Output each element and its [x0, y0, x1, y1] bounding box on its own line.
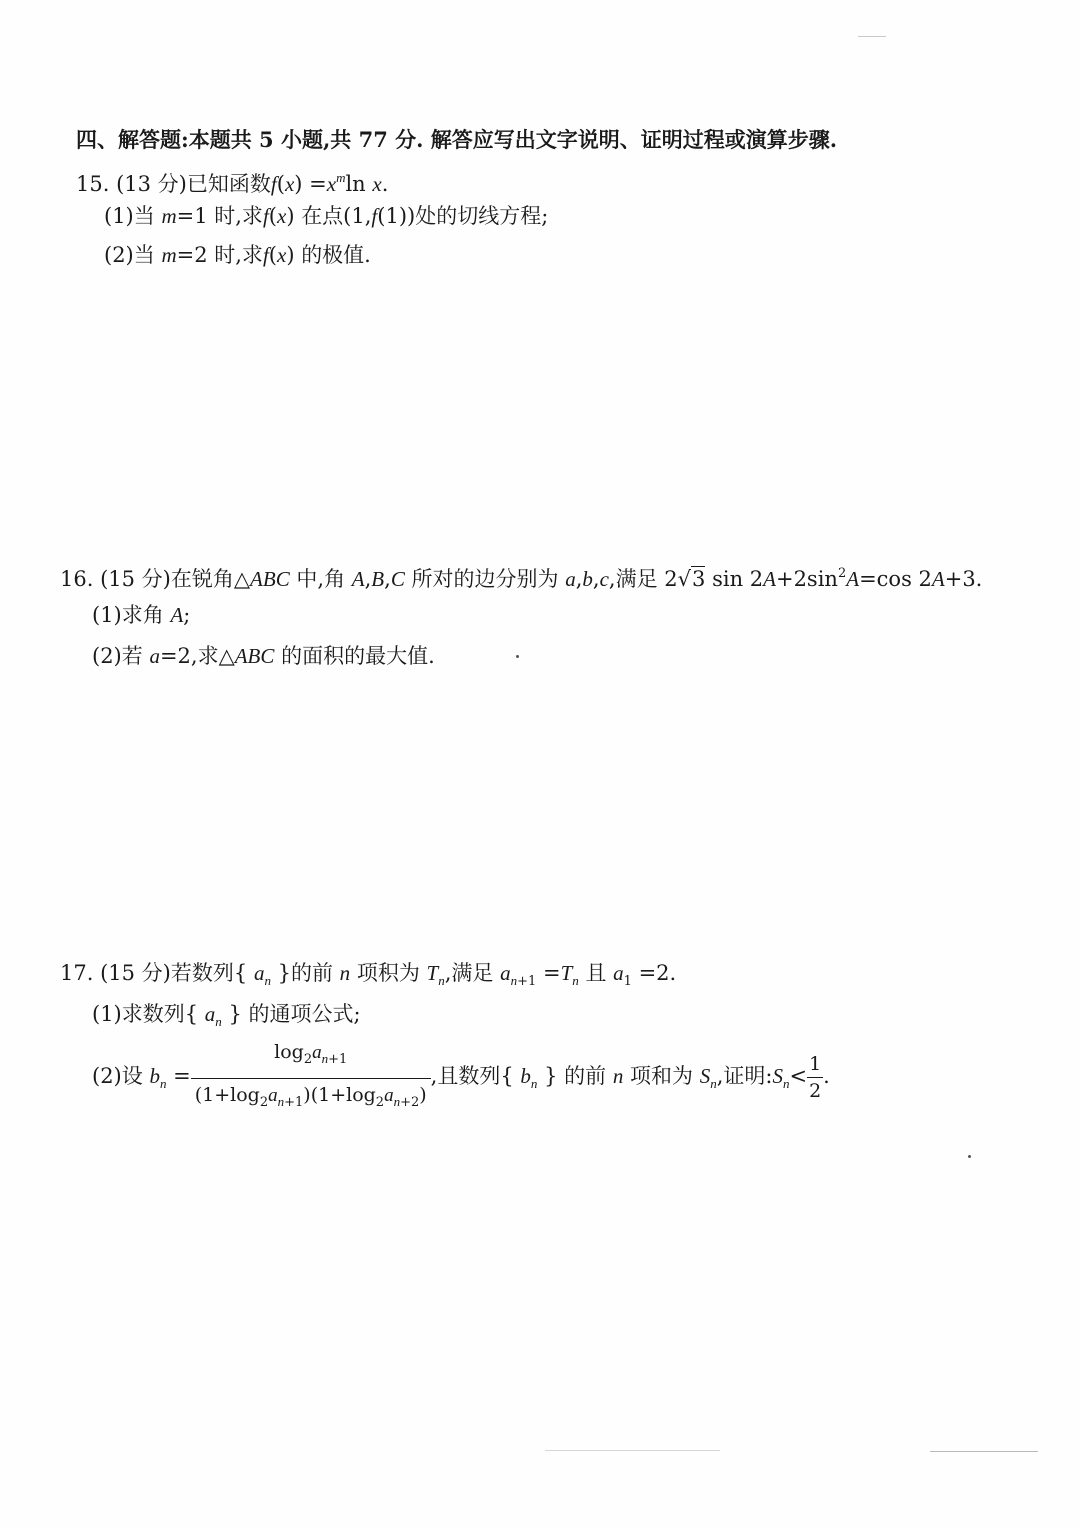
q16-stem-b: 中,角: [296, 567, 346, 591]
q16-score: (15 分): [100, 567, 171, 591]
q17-score: (15 分): [100, 961, 171, 985]
scan-mark-top-right: [858, 36, 886, 37]
q16-part1-suffix: ;: [183, 603, 191, 627]
q17-part2-mid-a: ,且数列: [430, 1064, 501, 1088]
q17-part2-mid-c: 项和为: [630, 1064, 693, 1088]
q15-part1: (1)当 m=1 时,求f(x) 在点(1,f(1))处的切线方程;: [104, 204, 549, 228]
q17-part2-mid-d: ,证明:: [716, 1064, 773, 1088]
q16-part2-suffix: 的面积的最大值.: [281, 644, 435, 668]
q17-stem-e: 且: [585, 961, 607, 985]
q15-stem-text: 已知函数: [186, 172, 271, 196]
q17-one-half-fraction: $\frac{1}{2}$: [809, 1053, 822, 1102]
q16-stem-c: 所对的边分别为: [411, 567, 559, 591]
q15-part2: (2)当 m=2 时,求f(x) 的极值.: [104, 243, 371, 267]
scan-dot-right: [968, 1155, 971, 1158]
q17-bn-numerator: $\log_2a_{n+1}$: [191, 1038, 431, 1079]
q16-part1-prefix: (1)求角: [92, 603, 164, 627]
q15-part2-prefix: (2)当: [104, 243, 155, 267]
q17-bn-fraction: [191, 1038, 431, 1117]
q17-stem-b: 的前: [290, 961, 333, 985]
section-header-text: 四、解答题:本题共 5 小题,共 77 分. 解答应写出文字说明、证明过程或演算步骤.: [76, 127, 838, 152]
q16-part2: (2)若 a=2,求△ABC 的面积的最大值.: [92, 644, 435, 668]
q16-part2-prefix: (2)若: [92, 644, 143, 668]
q15-part1-mid2: 在点(1,: [301, 204, 372, 228]
q17-bn-denominator: $(1+\log_2a_{n+1})(1+\log_2a_{n+2})$: [194, 1084, 427, 1110]
q17-stem-c: 项积为: [356, 961, 420, 985]
scan-mark-bottom-center: [545, 1450, 720, 1451]
q15-function-formula: $f(x) =x^m\ln$ x.: [270, 170, 389, 196]
q17-part2-prefix: (2)设: [92, 1064, 143, 1088]
q17-stem-d: ,满足: [444, 961, 494, 985]
q15-score: (13 分): [116, 172, 187, 196]
q16-part2-mid: ,求△: [190, 644, 235, 668]
q15-part2-mid: 时,求: [214, 243, 263, 267]
q15-part1-prefix: (1)当: [104, 204, 155, 228]
q17-part1: (1)求数列{ $a_n$ } 的通项公式;: [92, 1002, 361, 1029]
q17-number: 17.: [60, 961, 94, 985]
q17-part1-suffix: 的通项公式;: [248, 1002, 361, 1026]
q15-number: 15.: [76, 172, 110, 196]
q15-part2-suffix: 的极值.: [301, 243, 371, 267]
q17-stem-a: 若数列: [170, 961, 234, 985]
q17-part2-mid-b: 的前: [564, 1064, 607, 1088]
section-header: [76, 125, 837, 155]
q15-stem: [76, 163, 388, 199]
q17-part2: (2)设 $b_n$ = $\frac{\log_2a_{n+1}}{(1+\log_2a_{n+1})(1+\log_2a_{n+2})}$ ,且数列{ $b_n$ } 的前 n 项和为 $S_n$,证明$:S_n<$ $\frac{1}{2}$ .: [92, 1038, 830, 1117]
q16-number: 16.: [60, 567, 94, 591]
q16-stem: 16. (15 分)在锐角△ABC 中,角 A,B,C 所对的边分别为 a,b,c,满足 2√3 $\sin 2A+2\sin^2A=\cos$ 2A+3.: [60, 566, 983, 591]
q17-stem: 17. (15 分)若数列{ $a_n$ }的前 n 项积为 $T_n$,满足 $a_{n+1} =T_n$ 且 $a_1 =2$.: [60, 961, 677, 989]
q16-stem-d: ,满足: [608, 567, 658, 591]
q16-stem-a: 在锐角△: [170, 567, 251, 591]
q16-part1: (1)求角 A;: [92, 603, 191, 627]
q15-part1-suffix: )处的切线方程;: [407, 204, 549, 228]
scan-dot-q16: [516, 655, 519, 658]
scan-mark-bottom-right: [930, 1451, 1038, 1452]
q15-part1-mid: 时,求: [214, 204, 263, 228]
q17-part1-prefix: (1)求数列: [92, 1002, 185, 1026]
q16-equation: 2√3 $\sin 2A+2\sin^2A=\cos$ 2A+3.: [664, 566, 983, 591]
